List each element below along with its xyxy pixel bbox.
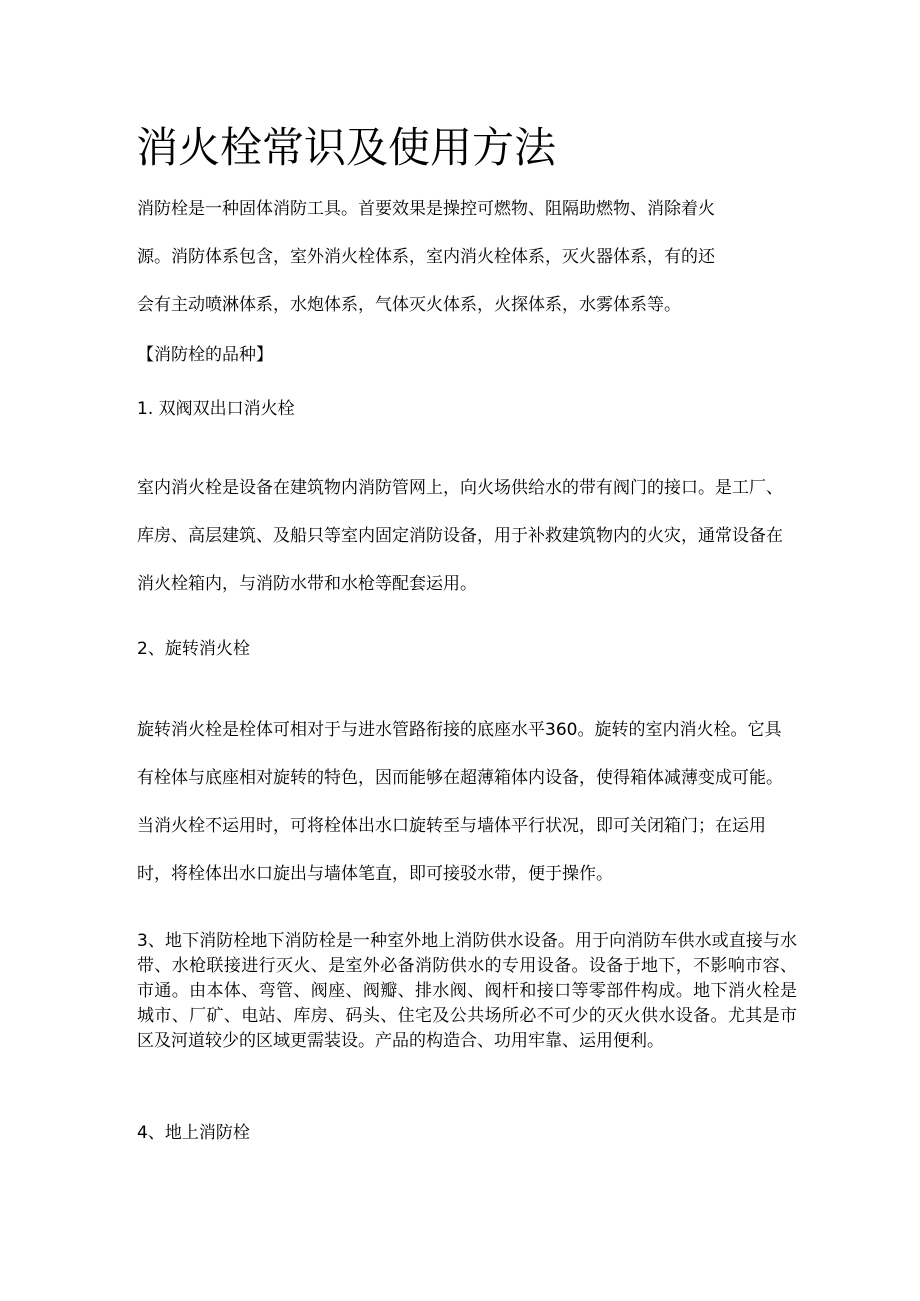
section-2-heading: 2、旋转消火栓: [137, 639, 250, 659]
varieties-heading: 【消防栓的品种】: [137, 345, 273, 365]
section-1-heading: 1. 双阀双出口消火栓: [137, 399, 295, 419]
section-3-body: 3、地下消防栓地下消防栓是一种室外地上消防供水设备。用于向消防车供水或直接与水带、水枪联接进行灭火、是室外必备消防供水的专用设备。设备于地下，不影响市容、市通。由本体、弯管、阀座、阀瓣、排水阀、阀杆和接口等零部件构成。地下消火栓是城市、厂矿、电站、库房、码头、住宅及公共场所必不可少的灭火供水设备。尤其是市区及河道较少的区域更需装设。产品的构造合、功用牢靠、运用便利。: [137, 931, 797, 1051]
intro-line-2: 源。消防体系包含，室外消火栓体系，室内消火栓体系，灭火器体系，有的还: [137, 247, 715, 267]
section-1-body: 室内消火栓是设备在建筑物内消防管网上，向火场供给水的带有阀门的接口。是工厂、库房、高层建筑、及船只等室内固定消防设备，用于补救建筑物内的火灾，通常设备在消火栓箱内，与消防水带和水枪等配套运用。: [137, 478, 783, 594]
intro-line-1: 消防栓是一种固体消防工具。首要效果是操控可燃物、阻隔助燃物、消除着火: [137, 199, 715, 219]
intro-line-3: 会有主动喷淋体系，水炮体系，气体灭火体系，火探体系，水雾体系等。: [137, 295, 681, 315]
section-2-body: 旋转消火栓是栓体可相对于与进水管路衔接的底座水平360。旋转的室内消火栓。它具有栓体与底座相对旋转的特色，因而能够在超薄箱体内设备，使得箱体减薄变成可能。当消火栓不运用时，可将栓体出水口旋转至与墙体平行状况，即可关闭箱门；在运用时，将栓体出水口旋出与墙体笔直，即可接驳水带，便于操作。: [137, 720, 783, 884]
page-title: 消火栓常识及使用方法: [136, 123, 557, 172]
section-4-heading: 4、地上消防栓: [137, 1123, 250, 1143]
